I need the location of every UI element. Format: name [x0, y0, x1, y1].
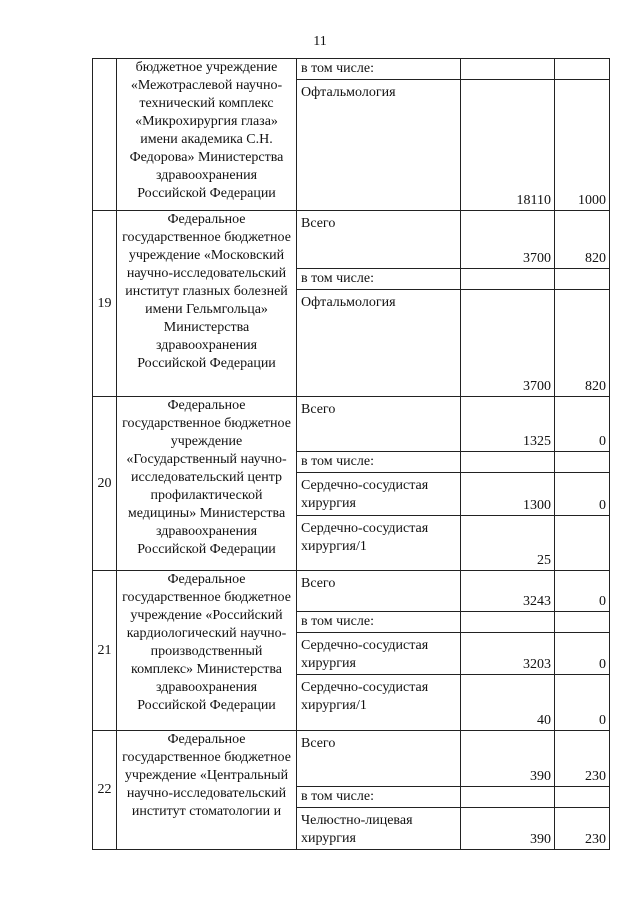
value-total: 3700 [461, 211, 555, 269]
value-secondary [555, 269, 610, 290]
profile-label: Офтальмология [297, 290, 461, 397]
profile-label: Сердечно-сосудистая хирургия/1 [297, 675, 461, 731]
organization-name: бюджетное учреждение «Межотраслевой научно-технический комплекс «Микрохирургия глаза» имени академика С.Н. Федорова» Министерства здравоохранения Российской Федерации [117, 59, 297, 211]
value-secondary: 0 [555, 473, 610, 516]
value-secondary: 1000 [555, 80, 610, 211]
organization-name: Федеральное государственное бюджетное учреждение «Российский кардиологический научно-производственный комплекс» Министерства здравоохранения Российской Федерации [117, 571, 297, 731]
value-secondary: 0 [555, 397, 610, 452]
subtotal-label: в том числе: [297, 787, 461, 808]
row-number: 22 [93, 731, 117, 850]
organization-name: Федеральное государственное бюджетное учреждение «Государственный научно-исследовательский центр профилактической медицины» Министерства здравоохранения Российской Федерации [117, 397, 297, 571]
value-secondary: 0 [555, 675, 610, 731]
subtotal-label: в том числе: [297, 59, 461, 80]
subtotal-label: в том числе: [297, 452, 461, 473]
value-total [461, 452, 555, 473]
table-row [93, 211, 610, 269]
value-total: 390 [461, 731, 555, 787]
profile-label: Всего [297, 571, 461, 612]
profile-label: Челюстно-лицевая хирургия [297, 808, 461, 850]
value-total [461, 59, 555, 80]
table-row [93, 59, 610, 80]
value-total: 3203 [461, 633, 555, 675]
table-row [93, 731, 610, 787]
subtotal-label: в том числе: [297, 612, 461, 633]
profile-label: Всего [297, 211, 461, 269]
value-secondary [555, 787, 610, 808]
value-secondary: 820 [555, 211, 610, 269]
profile-label: Всего [297, 397, 461, 452]
value-secondary: 0 [555, 633, 610, 675]
table-row [93, 397, 610, 452]
table-body [93, 59, 610, 850]
row-number: 19 [93, 211, 117, 397]
value-total [461, 787, 555, 808]
value-secondary: 820 [555, 290, 610, 397]
value-secondary [555, 516, 610, 571]
value-secondary [555, 612, 610, 633]
value-secondary: 230 [555, 731, 610, 787]
value-secondary: 0 [555, 571, 610, 612]
table-row [93, 571, 610, 612]
row-number [93, 59, 117, 211]
page-number: 11 [313, 34, 327, 49]
subtotal-label: в том числе: [297, 269, 461, 290]
profile-label: Сердечно-сосудистая хирургия/1 [297, 516, 461, 571]
value-total: 3700 [461, 290, 555, 397]
value-total [461, 612, 555, 633]
profile-label: Офтальмология [297, 80, 461, 211]
allocation-table [92, 58, 610, 850]
value-total: 3243 [461, 571, 555, 612]
value-total: 1325 [461, 397, 555, 452]
value-secondary: 230 [555, 808, 610, 850]
profile-label: Сердечно-сосудистая хирургия [297, 473, 461, 516]
value-total: 390 [461, 808, 555, 850]
value-total: 25 [461, 516, 555, 571]
value-total: 18110 [461, 80, 555, 211]
profile-label: Всего [297, 731, 461, 787]
profile-label: Сердечно-сосудистая хирургия [297, 633, 461, 675]
row-number: 20 [93, 397, 117, 571]
value-total: 40 [461, 675, 555, 731]
organization-name: Федеральное государственное бюджетное учреждение «Московский научно-исследовательский институт глазных болезней имени Гельмгольца» Министерства здравоохранения Российской Федерации [117, 211, 297, 397]
value-total [461, 269, 555, 290]
value-secondary [555, 59, 610, 80]
value-total: 1300 [461, 473, 555, 516]
value-secondary [555, 452, 610, 473]
organization-name: Федеральное государственное бюджетное учреждение «Центральный научно-исследовательский институт стоматологии и [117, 731, 297, 850]
row-number: 21 [93, 571, 117, 731]
